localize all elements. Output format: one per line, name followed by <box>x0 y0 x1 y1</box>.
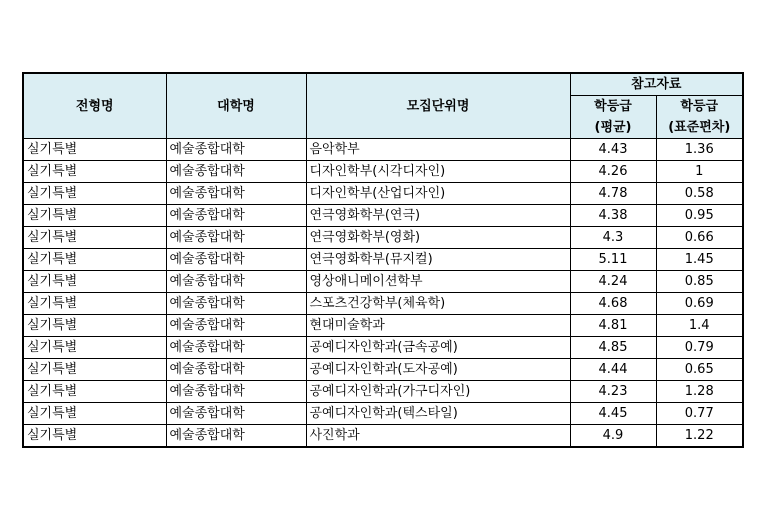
cell-grade-stddev: 1.22 <box>656 425 743 448</box>
cell-admission-type: 실기특별 <box>23 381 166 403</box>
cell-admission-type: 실기특별 <box>23 183 166 205</box>
header-grade-stddev <box>656 96 743 139</box>
header-unit: 모집단위명 <box>306 73 570 139</box>
table-row <box>23 315 743 337</box>
header-grade-average <box>570 96 656 139</box>
cell-college: 예술종합대학 <box>166 337 306 359</box>
cell-unit: 공예디자인학과(텍스타일) <box>306 403 570 425</box>
cell-unit: 연극영화학부(연극) <box>306 205 570 227</box>
cell-grade-average: 4.44 <box>570 359 656 381</box>
cell-college: 예술종합대학 <box>166 139 306 161</box>
table-row <box>23 271 743 293</box>
cell-grade-stddev: 1 <box>656 161 743 183</box>
cell-grade-stddev: 0.79 <box>656 337 743 359</box>
cell-grade-average: 4.24 <box>570 271 656 293</box>
table-row <box>23 381 743 403</box>
cell-grade-stddev: 0.69 <box>656 293 743 315</box>
table-row <box>23 403 743 425</box>
cell-grade-average: 5.11 <box>570 249 656 271</box>
cell-admission-type: 실기특별 <box>23 293 166 315</box>
cell-grade-stddev: 1.28 <box>656 381 743 403</box>
cell-college: 예술종합대학 <box>166 381 306 403</box>
cell-grade-average: 4.38 <box>570 205 656 227</box>
cell-grade-stddev: 0.77 <box>656 403 743 425</box>
table-row <box>23 293 743 315</box>
table-row <box>23 205 743 227</box>
cell-college: 예술종합대학 <box>166 205 306 227</box>
cell-grade-average: 4.45 <box>570 403 656 425</box>
table-row <box>23 359 743 381</box>
cell-college: 예술종합대학 <box>166 425 306 448</box>
cell-college: 예술종합대학 <box>166 249 306 271</box>
table-row <box>23 337 743 359</box>
table-row <box>23 249 743 271</box>
cell-unit: 영상애니메이션학부 <box>306 271 570 293</box>
cell-grade-stddev: 0.66 <box>656 227 743 249</box>
cell-grade-stddev: 1.4 <box>656 315 743 337</box>
cell-unit: 스포츠건강학부(체육학) <box>306 293 570 315</box>
header-grade-average-line1: 학등급 <box>594 99 632 114</box>
cell-admission-type: 실기특별 <box>23 337 166 359</box>
cell-admission-type: 실기특별 <box>23 249 166 271</box>
cell-unit: 음악학부 <box>306 139 570 161</box>
header-college: 대학명 <box>166 73 306 139</box>
table-row <box>23 161 743 183</box>
admission-grade-table <box>22 72 744 448</box>
cell-college: 예술종합대학 <box>166 315 306 337</box>
cell-admission-type: 실기특별 <box>23 205 166 227</box>
cell-admission-type: 실기특별 <box>23 403 166 425</box>
cell-unit: 공예디자인학과(도자공예) <box>306 359 570 381</box>
header-grade-average-line2: (평균) <box>594 120 632 135</box>
header-grade-stddev-line2: (표준편차) <box>668 120 731 135</box>
cell-admission-type: 실기특별 <box>23 359 166 381</box>
cell-unit: 공예디자인학과(금속공예) <box>306 337 570 359</box>
cell-grade-average: 4.68 <box>570 293 656 315</box>
cell-unit: 연극영화학부(영화) <box>306 227 570 249</box>
cell-grade-average: 4.43 <box>570 139 656 161</box>
cell-college: 예술종합대학 <box>166 293 306 315</box>
cell-college: 예술종합대학 <box>166 183 306 205</box>
cell-grade-average: 4.26 <box>570 161 656 183</box>
header-reference: 참고자료 <box>570 73 743 96</box>
cell-grade-average: 4.81 <box>570 315 656 337</box>
cell-grade-average: 4.85 <box>570 337 656 359</box>
cell-grade-average: 4.3 <box>570 227 656 249</box>
cell-grade-average: 4.78 <box>570 183 656 205</box>
cell-grade-average: 4.23 <box>570 381 656 403</box>
cell-unit: 현대미술학과 <box>306 315 570 337</box>
cell-grade-stddev: 0.85 <box>656 271 743 293</box>
table-row <box>23 139 743 161</box>
header-grade-stddev-line1: 학등급 <box>680 99 719 114</box>
cell-grade-stddev: 0.65 <box>656 359 743 381</box>
cell-grade-stddev: 1.36 <box>656 139 743 161</box>
cell-admission-type: 실기특별 <box>23 315 166 337</box>
cell-unit: 사진학과 <box>306 425 570 448</box>
cell-unit: 디자인학부(시각디자인) <box>306 161 570 183</box>
cell-grade-average: 4.9 <box>570 425 656 448</box>
table-row <box>23 425 743 448</box>
table-row <box>23 227 743 249</box>
cell-admission-type: 실기특별 <box>23 161 166 183</box>
cell-unit: 연극영화학부(뮤지컬) <box>306 249 570 271</box>
cell-college: 예술종합대학 <box>166 359 306 381</box>
cell-admission-type: 실기특별 <box>23 227 166 249</box>
cell-admission-type: 실기특별 <box>23 139 166 161</box>
cell-unit: 공예디자인학과(가구디자인) <box>306 381 570 403</box>
header-admission-type: 전형명 <box>23 73 166 139</box>
cell-grade-stddev: 0.95 <box>656 205 743 227</box>
cell-grade-stddev: 1.45 <box>656 249 743 271</box>
table-row <box>23 183 743 205</box>
cell-college: 예술종합대학 <box>166 403 306 425</box>
cell-admission-type: 실기특별 <box>23 271 166 293</box>
cell-admission-type: 실기특별 <box>23 425 166 448</box>
cell-unit: 디자인학부(산업디자인) <box>306 183 570 205</box>
cell-college: 예술종합대학 <box>166 271 306 293</box>
cell-college: 예술종합대학 <box>166 227 306 249</box>
table-body <box>23 139 743 448</box>
cell-grade-stddev: 0.58 <box>656 183 743 205</box>
cell-college: 예술종합대학 <box>166 161 306 183</box>
